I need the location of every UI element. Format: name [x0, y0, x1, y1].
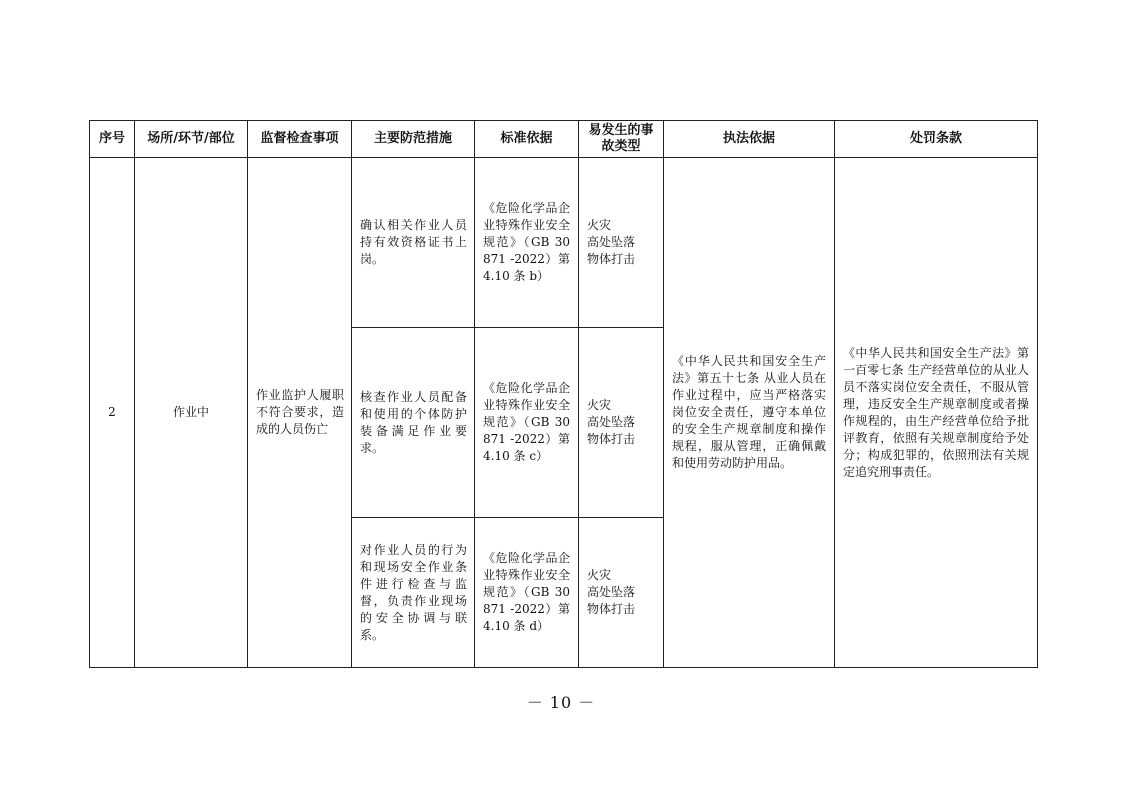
measure-text: 核查作业人员配备和使用的个体防护装备满足作业要求。 [360, 389, 467, 455]
header-penalty: 处罚条款 [835, 121, 1038, 158]
standard-cell [475, 158, 579, 328]
accident-cell [579, 328, 664, 518]
standard-text: 《危险化学品企业特殊作业安全规范》（GB 30871 -2022）第 4.10 条 d） [483, 551, 570, 633]
measure-cell [352, 328, 475, 518]
standard-cell [475, 328, 579, 518]
header-accident-line1: 易发生的事 [588, 123, 654, 138]
header-standard: 标准依据 [475, 121, 579, 158]
accident-cell [579, 158, 664, 328]
accident-text [579, 217, 663, 268]
header-accident-type [579, 121, 664, 158]
table-row [90, 158, 1038, 328]
standard-cell [475, 518, 579, 668]
row-item-text: 作业监护人履职不符合要求，造成的人员伤亡 [256, 388, 344, 436]
accident-text [579, 567, 663, 618]
law-cell [664, 158, 835, 668]
measure-cell [352, 518, 475, 668]
row-item [248, 158, 352, 668]
header-item: 监督检查事项 [248, 121, 352, 158]
accident-line: 高处坠落 [587, 415, 636, 429]
header-measures: 主要防范措施 [352, 121, 475, 158]
header-index: 序号 [90, 121, 135, 158]
standard-text: 《危险化学品企业特殊作业安全规范》（GB 30871 -2022）第 4.10 条 c） [483, 381, 570, 463]
accident-line: 物体打击 [587, 432, 636, 446]
measure-cell [352, 158, 475, 328]
accident-line: 物体打击 [587, 602, 636, 616]
header-location: 场所/环节/部位 [135, 121, 248, 158]
row-location: 作业中 [135, 158, 248, 668]
measure-text: 对作业人员的行为和现场安全作业条件进行检查与监督，负责作业现场的安全协调与联系。 [360, 542, 467, 642]
law-text: 《中华人民共和国安全生产法》第五十七条 从业人员在作业过程中，应当严格落实岗位安全责任，遵守本单位的安全生产规章制度和操作规程，服从管理，正确佩戴和使用劳动防护用品。 [672, 354, 826, 470]
row-index: 2 [90, 158, 135, 668]
measure-text: 确认相关作业人员持有效资格证书上岗。 [360, 218, 467, 266]
accident-line: 物体打击 [587, 252, 636, 266]
header-row [90, 121, 1038, 158]
accident-text [579, 397, 663, 448]
penalty-text: 《中华人民共和国安全生产法》第一百零七条 生产经营单位的从业人员不落实岗位安全责任，不服从管理，违反安全生产规章制度或者操作规程的，由生产经营单位给予批评教育，依照有关规章制度给予处分；构成犯罪的，依照刑法有关规定追究刑事责任。 [843, 345, 1029, 479]
accident-line: 火灾 [587, 568, 612, 582]
page-number: － 10 － [526, 693, 596, 712]
standard-text: 《危险化学品企业特殊作业安全规范》（GB 30871 -2022）第 4.10 条 b） [483, 201, 570, 283]
accident-line: 火灾 [587, 398, 612, 412]
supervision-table [89, 120, 1038, 668]
accident-line: 火灾 [587, 218, 612, 232]
header-law: 执法依据 [664, 121, 835, 158]
header-accident-line2: 故类型 [601, 139, 641, 154]
penalty-cell [835, 158, 1038, 668]
accident-line: 高处坠落 [587, 585, 636, 599]
accident-cell [579, 518, 664, 668]
accident-line: 高处坠落 [587, 235, 636, 249]
